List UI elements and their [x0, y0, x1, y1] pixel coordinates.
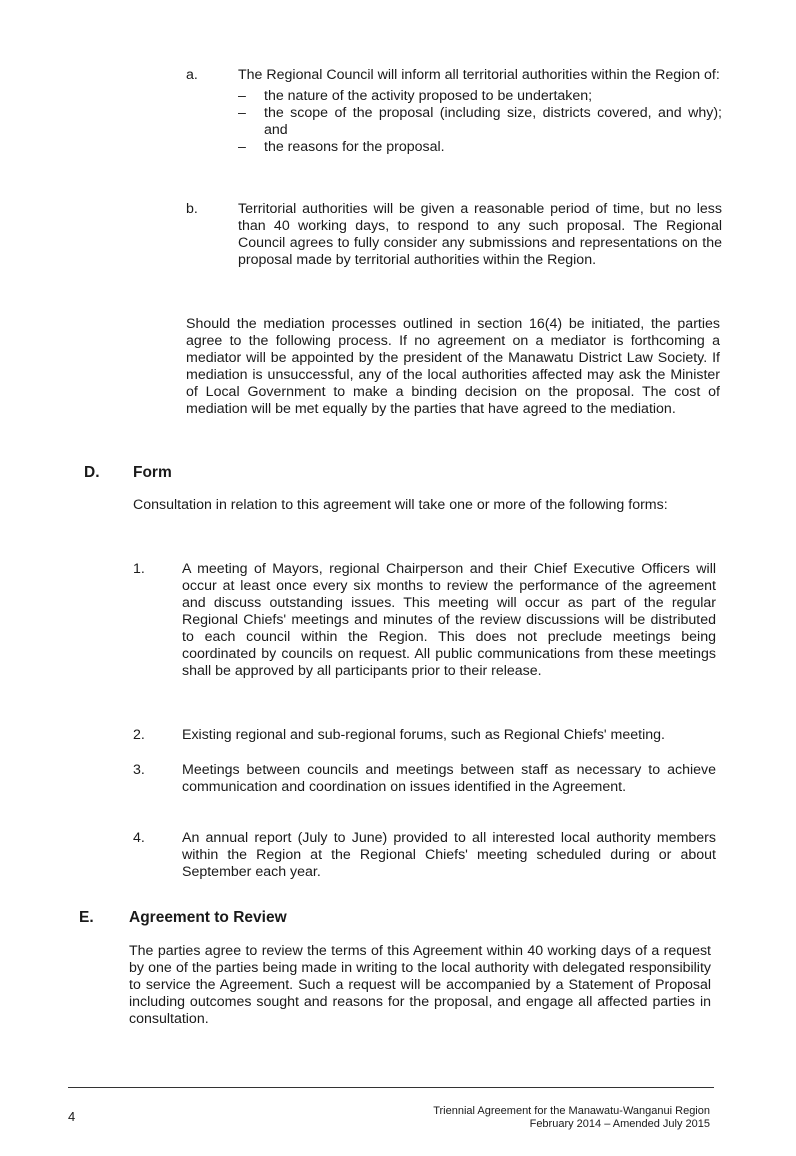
item-a-bullet-list [238, 88, 722, 156]
item-b-marker: b. [186, 201, 198, 217]
section-d-intro: Consultation in relation to this agreement will take one or more of the following forms: [133, 497, 668, 513]
form-item-1: A meeting of Mayors, regional Chairperson and their Chief Executive Officers will occur at least once every six months to review the performance of the agreement and discuss outstanding issues. This meeting will occur as part of the regular Regional Chiefs' meetings and minutes of the review discussions will be distributed to each council within the Region. This does not preclude meetings being coordinated by councils on request. All public communications from these meetings shall be approved by all participants prior to their release. [182, 561, 716, 679]
section-e-letter: E. [79, 909, 94, 926]
form-item-4: An annual report (July to June) provided to all interested local authority members within the Region at the Regional Chiefs' meeting scheduled during or about September each year. [182, 830, 716, 880]
bullet-item: – the reasons for the proposal. [238, 139, 445, 155]
footer-title: Triennial Agreement for the Manawatu-Wanganui Region [433, 1105, 710, 1117]
section-d-letter: D. [84, 464, 100, 481]
form-item-1-marker: 1. [133, 561, 145, 577]
section-e-title: Agreement to Review [129, 909, 287, 926]
bullet-item: – the nature of the activity proposed to be undertaken; [238, 88, 593, 104]
item-a-intro: The Regional Council will inform all territorial authorities within the Region of: [238, 67, 720, 83]
form-item-3: Meetings between councils and meetings between staff as necessary to achieve communication and coordination on issues identified in the Agreement. [182, 762, 716, 795]
item-a [238, 67, 722, 156]
section-d-title: Form [133, 464, 172, 481]
item-b-text: Territorial authorities will be given a reasonable period of time, but no less than 40 working days, to respond to any such proposal. The Regional Council agrees to fully consider any submissions and representations on the proposal made by territorial authorities within the Region. [238, 201, 722, 268]
item-b [238, 201, 722, 269]
footer-date: February 2014 – Amended July 2015 [529, 1118, 710, 1130]
footer-divider [68, 1087, 714, 1088]
section-e-text: The parties agree to review the terms of this Agreement within 40 working days of a request by one of the parties being made in writing to the local authority with delegated responsibility to service the Agreement. Such a request will be accompanied by a Statement of Proposal including outcomes sought and reasons for the proposal, and engage all affected parties in consultation. [129, 943, 711, 1027]
item-a-marker: a. [186, 67, 198, 83]
form-item-2: Existing regional and sub-regional forums, such as Regional Chiefs' meeting. [182, 727, 665, 743]
page-number: 4 [68, 1109, 76, 1124]
form-item-4-marker: 4. [133, 830, 145, 846]
footer-info [433, 1105, 710, 1131]
form-item-2-marker: 2. [133, 727, 145, 743]
bullet-item: – the scope of the proposal (including size, districts covered, and why); and [238, 105, 722, 138]
mediation-paragraph: Should the mediation processes outlined in section 16(4) be initiated, the parties agree to the following process. If no agreement on a mediator is forthcoming a mediator will be appointed by the president of the Manawatu District Law Society. If mediation is unsuccessful, any of the local authorities affected may ask the Minister of Local Government to make a binding decision on the proposal. The cost of mediation will be met equally by the parties that have agreed to the mediation. [186, 316, 720, 417]
form-item-3-marker: 3. [133, 762, 145, 778]
